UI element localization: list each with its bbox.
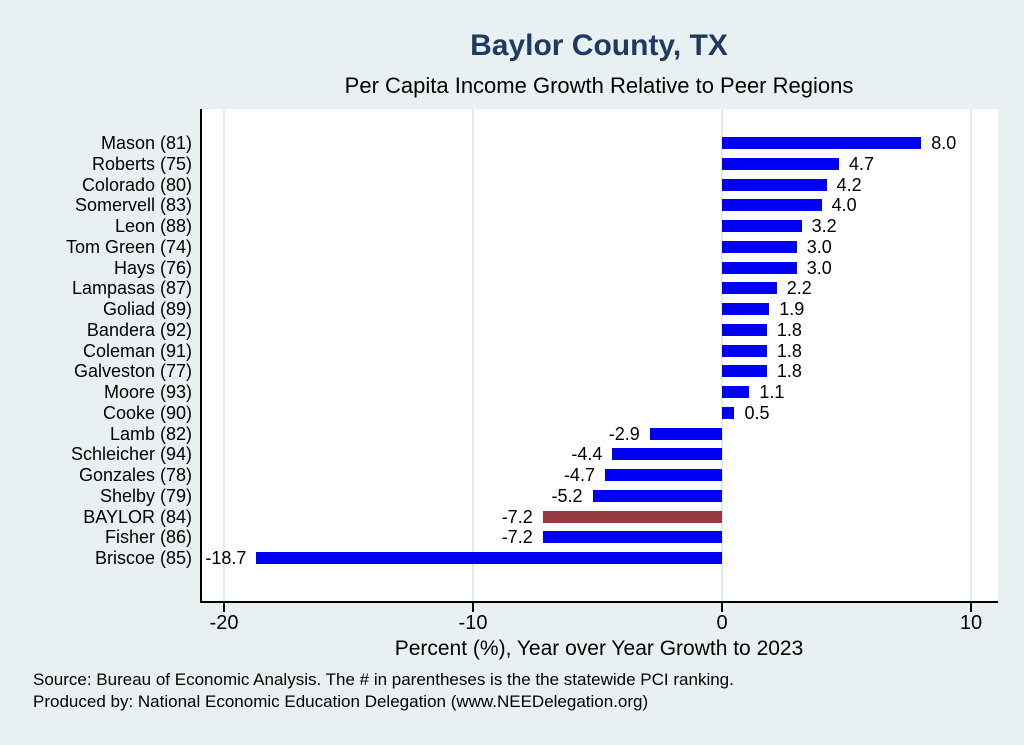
y-axis-label: Leon (88)	[114, 216, 192, 236]
value-label: 1.8	[776, 340, 802, 361]
bar	[256, 552, 722, 564]
chart-title: Baylor County, TX	[470, 29, 728, 62]
value-label: -7.2	[501, 506, 533, 527]
y-axis-label: Gonzales (78)	[78, 465, 192, 485]
value-label: -4.4	[571, 444, 603, 465]
chart-footer	[33, 669, 734, 713]
y-axis-label: Coleman (91)	[82, 340, 192, 361]
x-tick	[223, 603, 225, 612]
y-axis-label: Galveston (77)	[73, 361, 192, 382]
bar-highlight	[543, 511, 722, 523]
x-tick-label: 10	[959, 612, 983, 634]
value-label: 2.2	[786, 278, 812, 299]
bar	[593, 490, 722, 502]
value-label: 3.0	[806, 257, 832, 278]
y-axis-label: BAYLOR (84)	[83, 506, 192, 527]
x-tick	[721, 603, 723, 612]
value-label: 1.9	[779, 299, 805, 319]
value-label: 3.2	[811, 216, 837, 236]
bar	[722, 365, 767, 377]
y-axis-label: Lamb (82)	[109, 423, 192, 444]
bar	[722, 282, 777, 294]
value-label: 1.8	[776, 361, 802, 382]
bar	[605, 469, 722, 481]
value-label: 1.1	[759, 382, 785, 402]
x-tick-label: -10	[458, 612, 488, 634]
value-label: 3.0	[806, 236, 832, 257]
y-axis-label: Bandera (92)	[86, 319, 192, 340]
value-label: -4.7	[563, 465, 595, 485]
x-axis-title: Percent (%), Year over Year Growth to 2023	[394, 637, 804, 660]
bar	[722, 220, 802, 232]
produced-by-note: Produced by: National Economic Education Delegation (www.NEEDelegation.org)	[33, 692, 649, 711]
source-note: Source: Bureau of Economic Analysis. The # in parentheses is the the statewide PCI ranking.	[33, 670, 734, 689]
value-label: 1.8	[776, 319, 802, 340]
value-label: -2.9	[608, 423, 640, 444]
bar	[722, 345, 767, 357]
y-axis-label: Colorado (80)	[81, 174, 192, 195]
y-axis-label: Hays (76)	[113, 257, 192, 278]
value-label: -18.7	[205, 548, 247, 568]
bar	[722, 241, 797, 253]
y-axis-label: Cooke (90)	[102, 402, 192, 423]
chart-subtitle: Per Capita Income Growth Relative to Peer Regions	[344, 73, 854, 98]
y-axis-label: Shelby (79)	[99, 485, 192, 506]
x-tick-label: -20	[209, 612, 239, 634]
y-axis-label: Schleicher (94)	[70, 444, 192, 465]
y-axis-label: Mason (81)	[100, 133, 192, 153]
value-label: -5.2	[551, 485, 583, 506]
value-label: 4.7	[849, 153, 875, 174]
value-label: 4.0	[831, 195, 857, 216]
bar	[650, 428, 722, 440]
y-axis-label: Roberts (75)	[91, 153, 192, 174]
y-axis-label: Fisher (86)	[104, 527, 192, 548]
plot-area	[200, 109, 998, 603]
gridline-x--20	[223, 109, 225, 601]
y-axis-label: Briscoe (85)	[94, 548, 192, 568]
bar	[722, 262, 797, 274]
value-label: -7.2	[501, 527, 533, 548]
bar	[722, 407, 734, 419]
bar	[722, 137, 921, 149]
x-tick	[970, 603, 972, 612]
x-tick-label: 0	[716, 612, 728, 634]
x-tick	[472, 603, 474, 612]
bar	[722, 199, 822, 211]
bar	[722, 158, 839, 170]
gridline-x-10	[970, 109, 972, 601]
y-axis-label: Tom Green (74)	[65, 236, 192, 257]
bar	[722, 324, 767, 336]
y-axis-label: Goliad (89)	[102, 299, 192, 319]
y-axis-label: Moore (93)	[103, 382, 192, 402]
value-label: 8.0	[931, 133, 957, 153]
value-label: 0.5	[744, 402, 770, 423]
bar	[543, 531, 722, 543]
bar	[612, 448, 722, 460]
y-axis-label: Lampasas (87)	[71, 278, 192, 299]
value-label: 4.2	[836, 174, 862, 195]
bar	[722, 303, 769, 315]
y-axis-label: Somervell (83)	[74, 195, 192, 216]
bar	[722, 179, 827, 191]
bar	[722, 386, 749, 398]
